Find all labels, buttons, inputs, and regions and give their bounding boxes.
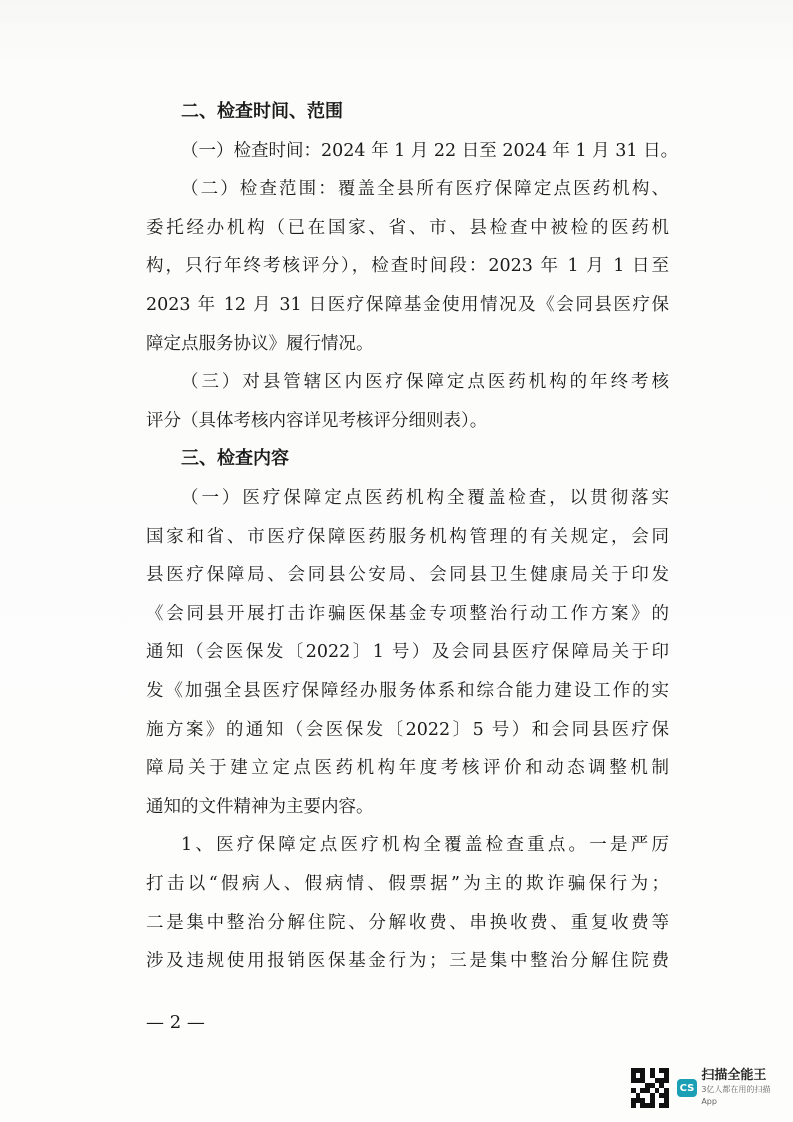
body-text-line: 发《加强全县医疗保障经办服务体系和综合能力建设工作的实 [146,681,669,701]
body-text-line: 构，只行年终考核评分），检查时间段：2023 年 1 月 1 日至 [146,256,669,277]
scanner-badge-title: 扫描全能王 [701,1068,767,1083]
body-text-line: 通知（会医保发〔2022〕1 号）及会同县医疗保障局关于印 [146,642,669,663]
body-text-line: 障局关于建立定点医药机构年度考核评价和动态调整机制 [146,758,669,779]
body-text-line: 委托经办机构（已在国家、省、市、县检查中被检的医药机 [146,217,669,238]
body-text-line: 1、医疗保障定点医疗机构全覆盖检查重点。一是严厉 [181,835,669,856]
body-text-line: 施方案》的通知（会医保发〔2022〕5 号）和会同县医疗保 [146,719,669,740]
section-heading: 三、检查内容 [181,448,289,470]
page-number: — 2 — [146,1012,205,1033]
body-text-line: 县医疗保障局、会同县公安局、会同县卫生健康局关于印发 [146,565,669,586]
qr-code-icon [631,1068,669,1108]
camscanner-logo-icon: CS [677,1079,698,1097]
body-text-line: 打击以“假病人、假病情、假票据”为主的欺诈骗保行为； [146,874,669,894]
body-text-line: 评分（具体考核内容详见考核评分细则表）。 [146,410,488,431]
body-text-line: （二）检查范围：覆盖全县所有医疗保障定点医药机构、 [181,179,669,200]
section-heading: 二、检查时间、范围 [181,101,343,122]
body-text-line: （一）检查时间：2024 年 1 月 22 日至 2024 年 1 月 31 日。 [181,140,679,161]
body-text-line: 2023 年 12 月 31 日医疗保障基金使用情况及《会同县医疗保 [146,295,669,315]
body-text-line: 《会同县开展打击诈骗医保基金专项整治行动工作方案》的 [146,603,669,624]
body-text-line: （一）医疗保障定点医药机构全覆盖检查，以贯彻落实 [181,488,669,508]
body-text-line: 二是集中整治分解住院、分解收费、串换收费、重复收费等 [146,912,669,933]
body-text-line: 涉及违规使用报销医保基金行为；三是集中整治分解住院费 [146,951,669,972]
scanner-badge-subtitle: 3亿人都在用的扫描App [701,1085,771,1106]
body-text-line: 通知的文件精神为主要内容。 [146,796,374,817]
scanner-badge-texts [701,1068,781,1108]
scanner-watermark [631,1065,781,1111]
body-text-line: 国家和省、市医疗保障医药服务机构管理的有关规定，会同 [146,526,669,547]
body-text-line: （三）对县管辖区内医疗保障定点医药机构的年终考核 [181,372,669,393]
body-text-line: 障定点服务协议》履行情况。 [146,333,374,354]
